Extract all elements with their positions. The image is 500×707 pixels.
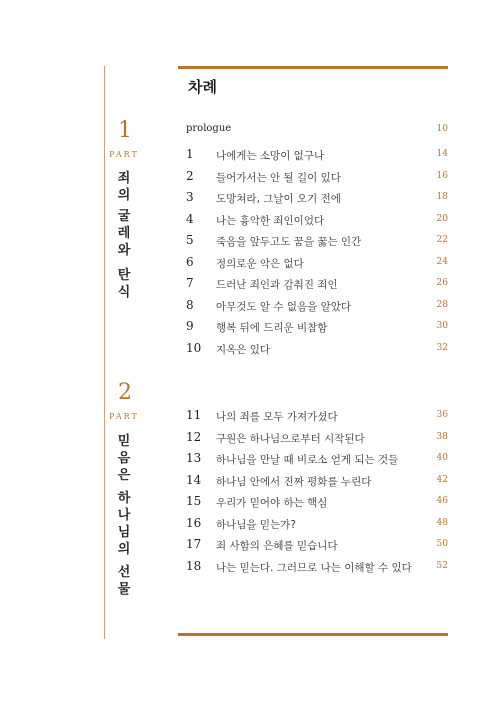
part-1-label: PART bbox=[109, 150, 139, 159]
entry-number: 3 bbox=[186, 190, 194, 204]
part-1-title-char: 식 bbox=[117, 285, 131, 300]
part-1-title-char: 의 bbox=[117, 188, 131, 203]
toc-entry[interactable] bbox=[186, 516, 448, 536]
entry-title: 나에게는 소망이 없구나 bbox=[216, 150, 325, 162]
entry-number: 12 bbox=[186, 429, 202, 444]
entry-number: 13 bbox=[186, 451, 202, 465]
entry-number: 8 bbox=[186, 297, 194, 312]
toc-heading: 차례 bbox=[188, 78, 217, 96]
toc-entry-prologue[interactable] bbox=[186, 122, 448, 142]
vertical-divider bbox=[104, 66, 105, 639]
entry-number: 6 bbox=[186, 254, 194, 269]
entry-title: 하나님 안에서 진짜 평화를 누린다 bbox=[216, 475, 372, 488]
entry-number: 17 bbox=[186, 537, 202, 551]
entry-page: 46 bbox=[436, 496, 448, 506]
entry-page: 14 bbox=[436, 149, 448, 159]
entry-page: 28 bbox=[436, 299, 448, 310]
entry-title: 죽음을 앞두고도 꿈을 꿇는 인간 bbox=[216, 236, 362, 248]
entry-page: 16 bbox=[436, 170, 448, 181]
toc-entry[interactable] bbox=[186, 430, 448, 450]
part-2-title-char: 하 bbox=[117, 491, 131, 506]
part-1-title-char: 탄 bbox=[117, 268, 131, 283]
part-1-title-char: 죄 bbox=[117, 171, 131, 186]
toc-entry[interactable] bbox=[186, 276, 448, 296]
entry-page: 40 bbox=[436, 453, 448, 463]
toc-entry[interactable] bbox=[186, 212, 448, 232]
entry-page: 20 bbox=[436, 213, 448, 224]
entry-number: 14 bbox=[186, 472, 202, 487]
toc-entry[interactable] bbox=[186, 559, 448, 579]
entry-title: 구원은 하나님으로부터 시작된다 bbox=[216, 432, 365, 445]
toc-entry[interactable] bbox=[186, 319, 448, 339]
entry-title: 드러난 죄인과 감춰진 죄인 bbox=[216, 279, 338, 291]
entry-number: 5 bbox=[186, 233, 194, 247]
entry-page: 26 bbox=[436, 278, 448, 288]
toc-entry[interactable] bbox=[186, 255, 448, 275]
entry-number: 7 bbox=[186, 276, 194, 290]
entry-page: 24 bbox=[436, 256, 448, 267]
entry-title: 우리가 믿어야 하는 핵심 bbox=[216, 497, 328, 509]
toc-entry[interactable] bbox=[186, 537, 448, 557]
entry-number: 15 bbox=[186, 494, 202, 508]
entry-title: 하나님을 만날 때 비로소 얻게 되는 것들 bbox=[216, 454, 399, 466]
part-1-title-char: 와 bbox=[117, 243, 131, 258]
toc-entry[interactable] bbox=[186, 169, 448, 189]
entry-title: 죄 사함의 은혜를 믿습니다 bbox=[216, 540, 338, 552]
toc-entry[interactable] bbox=[186, 451, 448, 471]
part-1-title-char: 굴 bbox=[117, 209, 131, 224]
bottom-rule bbox=[178, 633, 448, 636]
part-2-title-char: 음 bbox=[117, 451, 131, 466]
toc-entry[interactable] bbox=[186, 233, 448, 253]
entry-number: 2 bbox=[186, 168, 194, 183]
entry-number: 9 bbox=[186, 319, 194, 333]
entry-page: 10 bbox=[436, 124, 448, 134]
entry-title: 정의로운 악은 없다 bbox=[216, 257, 304, 270]
entry-title: 나는 흉악한 죄인이었다 bbox=[216, 214, 325, 227]
part-2-title-char: 나 bbox=[117, 508, 131, 523]
entry-number: 16 bbox=[186, 515, 202, 530]
entry-page: 42 bbox=[436, 474, 448, 485]
toc-entry[interactable] bbox=[186, 147, 448, 167]
part-1-number: 1 bbox=[118, 118, 132, 143]
entry-title: 지옥은 있다 bbox=[216, 343, 271, 356]
entry-number: 18 bbox=[186, 558, 202, 573]
toc-entry[interactable] bbox=[186, 341, 448, 361]
entry-page: 30 bbox=[436, 321, 448, 331]
entry-title: prologue bbox=[186, 123, 232, 134]
toc-entry[interactable] bbox=[186, 190, 448, 210]
entry-number: 10 bbox=[186, 340, 202, 355]
entry-page: 22 bbox=[436, 235, 448, 245]
toc-entry[interactable] bbox=[186, 473, 448, 493]
entry-number: 11 bbox=[186, 408, 202, 422]
entry-title: 나의 죄를 모두 가져가셨다 bbox=[216, 411, 338, 423]
entry-page: 32 bbox=[436, 342, 448, 353]
entry-number: 1 bbox=[186, 147, 194, 161]
entry-title: 들어가서는 안 될 길이 있다 bbox=[216, 171, 341, 184]
entry-title: 아무것도 알 수 없음을 알았다 bbox=[216, 300, 352, 313]
part-2-title-char: 선 bbox=[117, 565, 131, 580]
part-2-title-char: 님 bbox=[117, 525, 131, 540]
entry-page: 18 bbox=[436, 192, 448, 202]
entry-page: 36 bbox=[436, 410, 448, 420]
part-2-number: 2 bbox=[118, 380, 132, 405]
part-2-title bbox=[116, 433, 132, 598]
part-2-label: PART bbox=[109, 412, 139, 421]
part-2-title-char: 믿 bbox=[117, 434, 131, 449]
entry-title: 행복 뒤에 드리운 비참함 bbox=[216, 322, 328, 334]
entry-page: 50 bbox=[436, 539, 448, 549]
entry-title: 하나님을 믿는가? bbox=[216, 518, 296, 531]
toc-entry[interactable] bbox=[186, 298, 448, 318]
entry-page: 38 bbox=[436, 431, 448, 442]
toc-entry[interactable] bbox=[186, 408, 448, 428]
entry-title: 나는 믿는다. 그러므로 나는 이해할 수 있다 bbox=[216, 561, 412, 574]
entry-page: 52 bbox=[436, 560, 448, 571]
toc-entry[interactable] bbox=[186, 494, 448, 514]
part-2-title-char: 은 bbox=[117, 468, 131, 483]
part-1-title bbox=[116, 170, 132, 301]
part-2-title-char: 물 bbox=[117, 582, 131, 597]
entry-title: 도망쳐라, 그날이 오기 전에 bbox=[216, 193, 341, 205]
top-rule bbox=[178, 66, 448, 69]
part-1-title-char: 레 bbox=[117, 226, 131, 241]
entry-number: 4 bbox=[186, 211, 194, 226]
entry-page: 48 bbox=[436, 517, 448, 528]
part-2-title-char: 의 bbox=[117, 542, 131, 557]
